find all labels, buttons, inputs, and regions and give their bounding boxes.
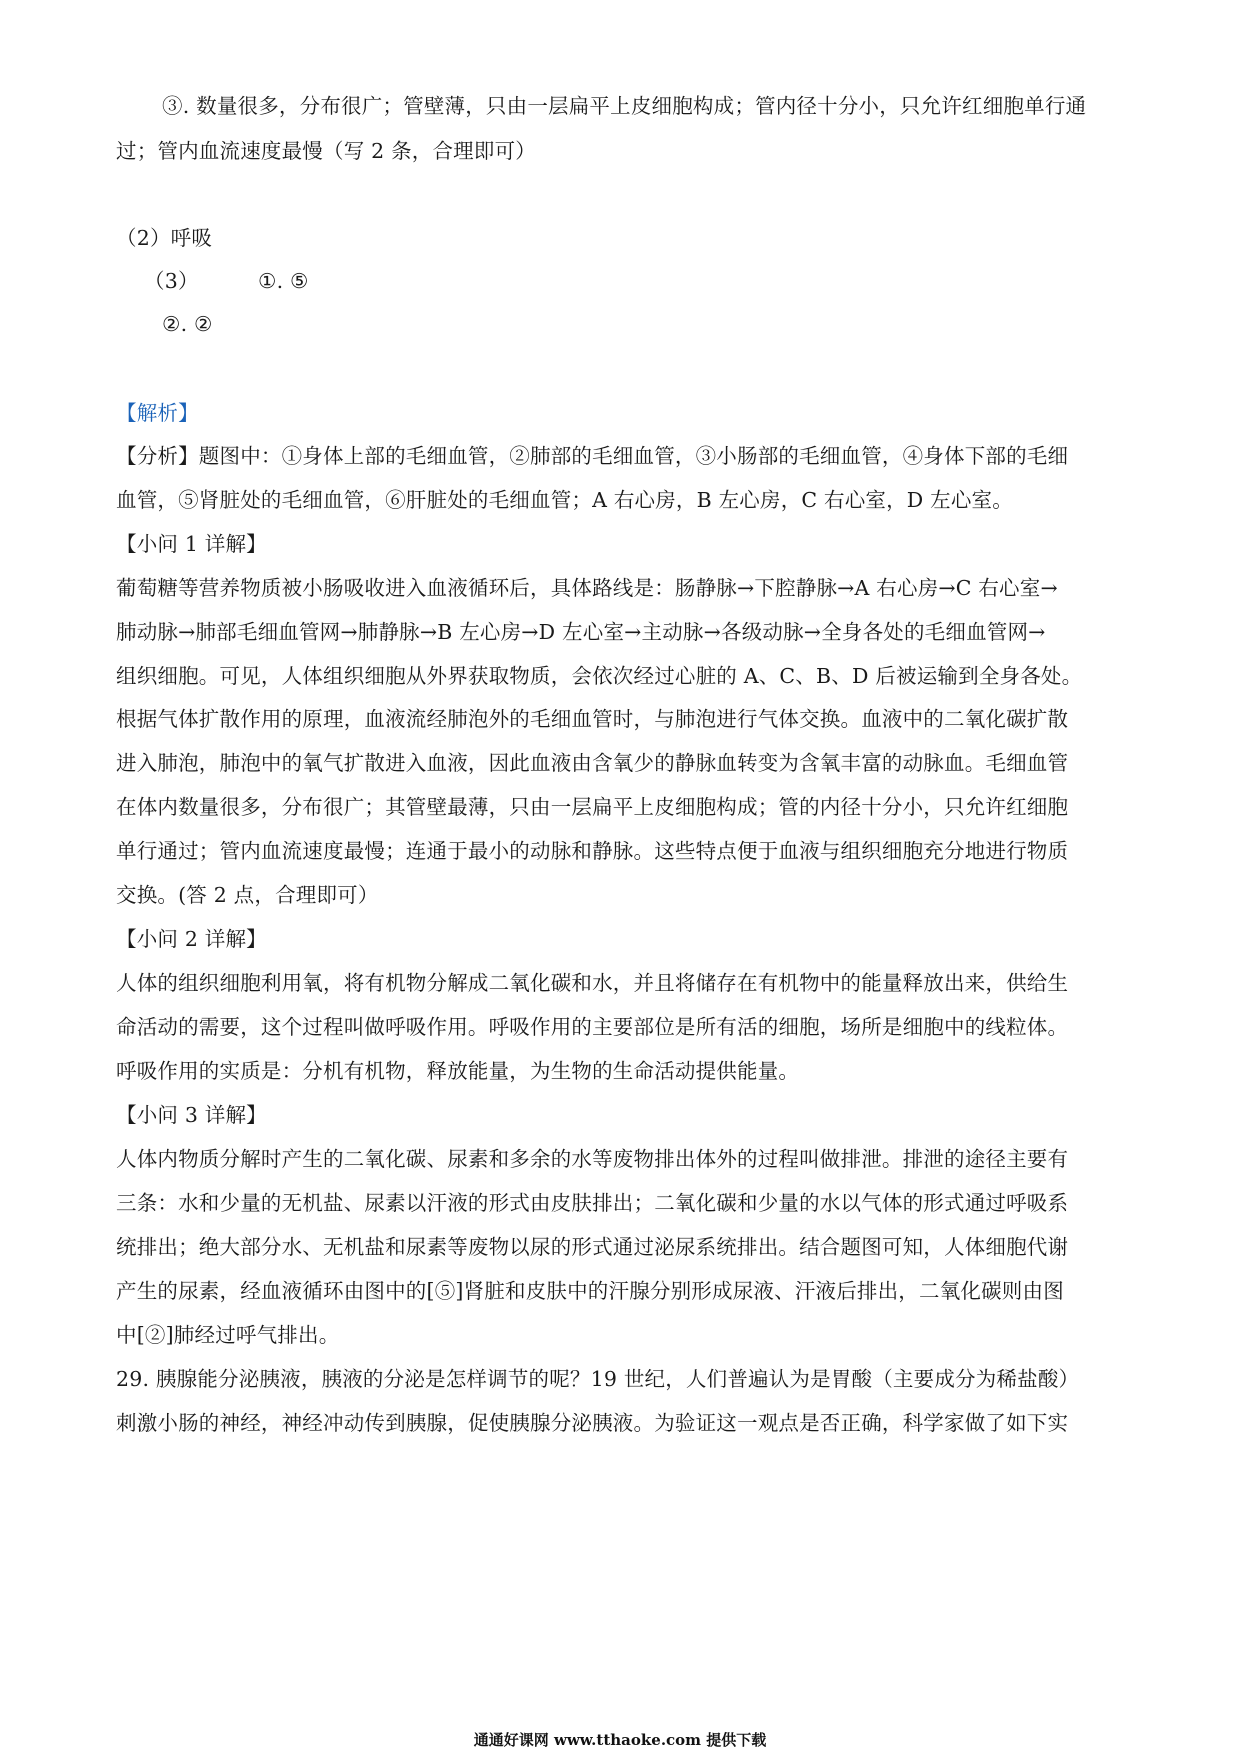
q29-line-2: 刺激小肠的神经，神经冲动传到胰腺，促使胰腺分泌胰液。为验证这一观点是否正确，科学家做了如下实 bbox=[116, 1411, 1069, 1435]
s3-line-4: 产生的尿素，经血液循环由图中的[⑤]肾脏和皮肤中的汗腺分别形成尿液、汗液后排出，二氧化碳则由图 bbox=[116, 1279, 1064, 1303]
s2-heading: 【小问 2 详解】 bbox=[116, 927, 267, 951]
s1-line-7: 单行通过；管内血流速度最慢；连通于最小的动脉和静脉。这些特点便于血液与组织细胞充分地进行物质 bbox=[116, 839, 1069, 863]
q29-line-1: 29. 胰腺能分泌胰液，胰液的分泌是怎样调节的呢？19 世纪，人们普遍认为是胃酸（主要成分为稀盐酸） bbox=[116, 1367, 1080, 1391]
answer-q3-label: （3） bbox=[144, 269, 199, 293]
answer-q2: （2）呼吸 bbox=[116, 226, 213, 250]
s3-heading: 【小问 3 详解】 bbox=[116, 1103, 267, 1127]
answer-q3-ans2: ②. ② bbox=[162, 312, 213, 336]
s1-line-4: 根据气体扩散作用的原理，血液流经肺泡外的毛细血管时，与肺泡进行气体交换。血液中的二氧化碳扩散 bbox=[116, 707, 1069, 731]
s1-line-6: 在体内数量很多，分布很广；其管壁最薄，只由一层扁平上皮细胞构成；管的内径十分小，只允许红细胞 bbox=[116, 795, 1069, 819]
analysis-heading: 【解析】 bbox=[116, 401, 199, 425]
s3-line-5: 中[②]肺经过呼气排出。 bbox=[116, 1323, 340, 1347]
fenxi-line-2: 血管，⑤肾脏处的毛细血管，⑥肝脏处的毛细血管；A 右心房，B 左心房，C 右心室，D 左心室。 bbox=[116, 488, 1013, 512]
s3-line-1: 人体内物质分解时产生的二氧化碳、尿素和多余的水等废物排出体外的过程叫做排泄。排泄的途径主要有 bbox=[116, 1147, 1069, 1171]
answer-item3-line1: ③. 数量很多，分布很广；管壁薄，只由一层扁平上皮细胞构成；管内径十分小，只允许红细胞单行通 bbox=[162, 94, 1087, 118]
answer-q3-ans1: ①. ⑤ bbox=[258, 269, 309, 293]
fenxi-line-1: 【分析】题图中：①身体上部的毛细血管，②肺部的毛细血管，③小肠部的毛细血管，④身体下部的毛细 bbox=[116, 444, 1069, 468]
s1-line-1: 葡萄糖等营养物质被小肠吸收进入血液循环后，具体路线是：肠静脉→下腔静脉→A 右心房→C 右心室→ bbox=[116, 576, 1058, 600]
s1-heading: 【小问 1 详解】 bbox=[116, 532, 267, 556]
s1-line-8: 交换。(答 2 点，合理即可） bbox=[116, 883, 379, 907]
s1-line-5: 进入肺泡，肺泡中的氧气扩散进入血液，因此血液由含氧少的静脉血转变为含氧丰富的动脉血。毛细血管 bbox=[116, 751, 1069, 775]
answer-item3-line2: 过；管内血流速度最慢（写 2 条，合理即可） bbox=[116, 139, 536, 163]
s2-line-3: 呼吸作用的实质是：分机有机物，释放能量，为生物的生命活动提供能量。 bbox=[116, 1059, 800, 1083]
s2-line-1: 人体的组织细胞利用氧，将有机物分解成二氧化碳和水，并且将储存在有机物中的能量释放出来，供给生 bbox=[116, 971, 1069, 995]
s3-line-2: 三条：水和少量的无机盐、尿素以汗液的形式由皮肤排出；二氧化碳和少量的水以气体的形式通过呼吸系 bbox=[116, 1191, 1069, 1215]
s1-line-2: 肺动脉→肺部毛细血管网→肺静脉→B 左心房→D 左心室→主动脉→各级动脉→全身各处的毛细血管网→ bbox=[116, 620, 1046, 644]
s3-line-3: 统排出；绝大部分水、无机盐和尿素等废物以尿的形式通过泌尿系统排出。结合题图可知，人体细胞代谢 bbox=[116, 1235, 1069, 1259]
page-footer: 通通好课网 www.tthaoke.com 提供下载 bbox=[473, 1731, 767, 1749]
s1-line-3: 组织细胞。可见，人体组织细胞从外界获取物质，会依次经过心脏的 A、C、B、D 后被运输到全身各处。 bbox=[116, 664, 1083, 688]
s2-line-2: 命活动的需要，这个过程叫做呼吸作用。呼吸作用的主要部位是所有活的细胞，场所是细胞中的线粒体。 bbox=[116, 1015, 1069, 1039]
